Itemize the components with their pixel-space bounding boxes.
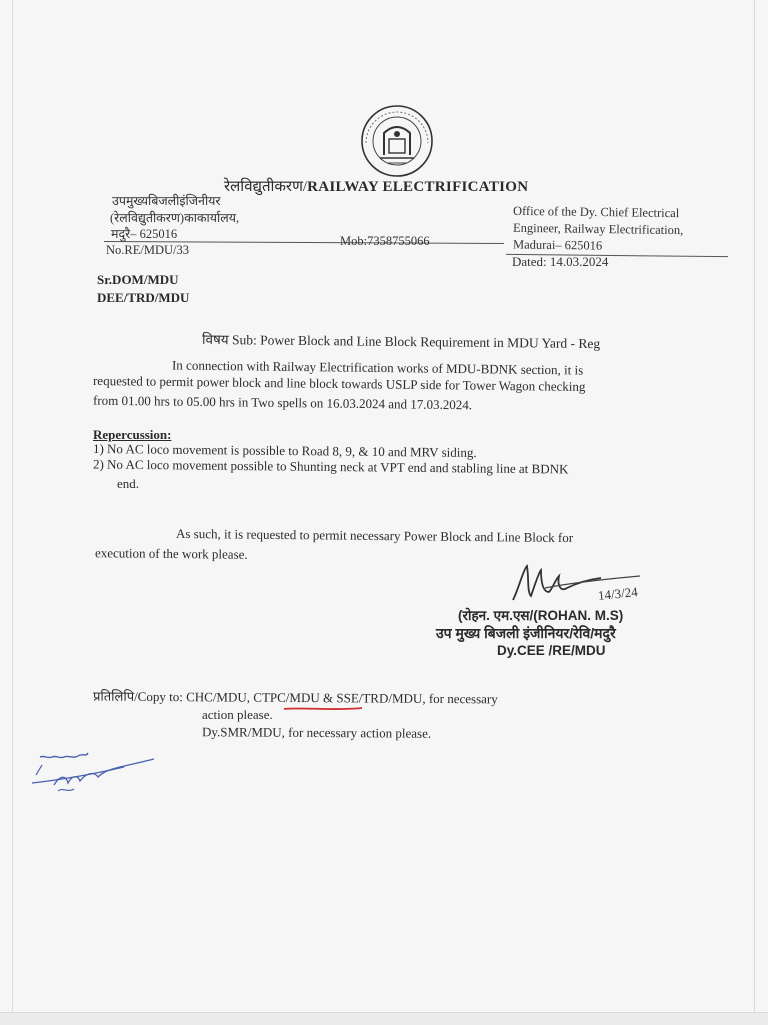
repercussion-heading: Repercussion: bbox=[93, 427, 172, 442]
copy-to-chc: CHC/MDU, bbox=[186, 689, 251, 705]
office-title-hindi: रेलविद्युतीकरण/ bbox=[224, 179, 308, 195]
subject-text: Sub: Power Block and Line Block Requirement in MDU Yard - Reg bbox=[228, 332, 601, 352]
signature-date-note: 14/3/24 bbox=[597, 583, 639, 604]
recipient-2: DEE/TRD/MDU bbox=[97, 290, 190, 305]
page-bottom-edge bbox=[0, 1012, 768, 1025]
repercussion-item-2-cont: end. bbox=[117, 476, 140, 491]
request-line-1: As such, it is requested to permit necessary Power Block and Line Block for bbox=[175, 525, 574, 546]
recipient-1: Sr.DOM/MDU bbox=[97, 272, 179, 287]
office-title-english: RAILWAY ELECTRIFICATION bbox=[307, 179, 529, 195]
office-hindi-line1: उपमुख्यबिजलीइंजिनीयर bbox=[112, 194, 221, 208]
copy-to-prefix: प्रतिलिपि/Copy to: bbox=[92, 688, 187, 705]
body-line-3: from 01.00 hrs to 05.00 hrs in Two spells on 16.03.2024 and 17.03.2024. bbox=[92, 392, 473, 413]
signatory-name: (रोहन. एम.एस/(ROHAN. M.S) bbox=[458, 608, 624, 623]
body-line-2: requested to permit power block and line block towards USLP side for Tower Wagon checking bbox=[92, 372, 586, 395]
office-english-line2: Engineer, Railway Electrification, bbox=[512, 220, 684, 238]
red-pen-underline bbox=[283, 706, 363, 712]
copy-to-ctpc: CTPC/MDU bbox=[253, 689, 320, 706]
repercussion-item-1: 1) No AC loco movement is possible to Road 8, 9, & 10 and MRV siding. bbox=[92, 440, 477, 461]
request-line-2: execution of the work please. bbox=[94, 545, 248, 562]
office-hindi-line3: मदुरै– 625016 bbox=[111, 227, 178, 241]
signatory-designation-hindi: उप मुख्य बिजली इंजीनियर/रेवि/मदुरै bbox=[436, 625, 616, 641]
railway-electrification-logo-icon bbox=[358, 103, 436, 179]
signatory-designation-english: Dy.CEE /RE/MDU bbox=[497, 643, 606, 658]
subject-line bbox=[202, 330, 600, 352]
subject-prefix: विषय bbox=[201, 331, 229, 348]
office-title bbox=[224, 176, 528, 196]
page-fold-left bbox=[12, 0, 13, 1024]
handwritten-blue-note bbox=[28, 745, 168, 805]
copy-to-line-3: Dy.SMR/MDU, for necessary action please. bbox=[201, 724, 432, 741]
office-english-line3: Madurai– 625016 bbox=[512, 237, 603, 253]
mobile-number: Mob:7358755066 bbox=[340, 234, 430, 248]
copy-to-line-1 bbox=[93, 687, 498, 708]
copy-to-sse: & SSE/TRD/MDU, for necessary bbox=[319, 690, 498, 707]
copy-to-line-2: action please. bbox=[202, 707, 273, 722]
letter-date: Dated: 14.03.2024 bbox=[512, 254, 609, 269]
repercussion-item-2: 2) No AC loco movement possible to Shunting neck at VPT end and stabling line at BDNK bbox=[92, 456, 569, 477]
page-fold-right bbox=[754, 0, 755, 1024]
office-english-line1: Office of the Dy. Chief Electrical bbox=[512, 203, 680, 221]
reference-number: No.RE/MDU/33 bbox=[106, 243, 189, 257]
office-hindi-line2: (रेलविद्युतीकरण)काकार्यालय, bbox=[110, 211, 240, 225]
body-line-1: In connection with Railway Electrification works of MDU-BDNK section, it is bbox=[171, 357, 584, 378]
